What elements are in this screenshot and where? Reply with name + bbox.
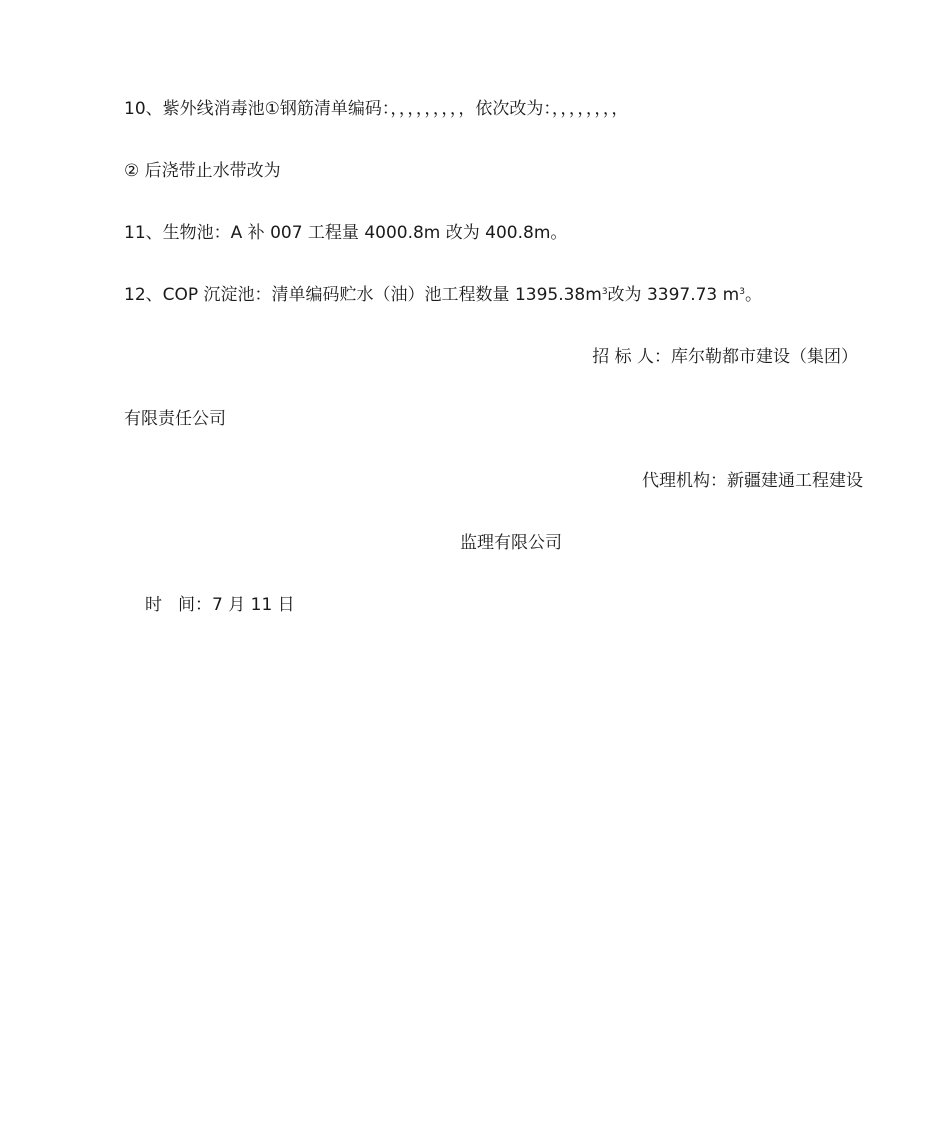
date-line <box>145 594 295 616</box>
agency-continuation: 监理有限公司 <box>460 533 562 553</box>
item-12-suffix: 。 <box>744 285 762 305</box>
tenderer-continuation: 有限责任公司 <box>124 409 226 429</box>
item-10-sub-text: ② 后浇带止水带改为 <box>124 161 281 181</box>
date-label-part-2: 间：7 月 11 日 <box>178 595 295 615</box>
item-12-exponent-1: 3 <box>601 287 608 297</box>
item-12-middle: 改为 3397.73 m <box>607 285 740 305</box>
agency-line: 代理机构：新疆建通工程建设 <box>642 471 863 491</box>
item-12-exponent-2: 3 <box>739 287 745 297</box>
item-10-text: 10、紫外线消毒池①钢筋清单编码：，，，，，，，，，依次改为：，，，，，，，， <box>124 99 629 119</box>
item-12-text <box>124 284 762 306</box>
item-11-text: 11、生物池：A 补 007 工程量 4000.8m 改为 400.8m。 <box>124 223 568 243</box>
item-12-prefix: 12、COP 沉淀池：清单编码贮水（油）池工程数量 1395.38m <box>124 285 602 305</box>
tenderer-line: 招 标 人：库尔勒都市建设（集团） <box>592 347 858 367</box>
date-label-part-1: 时 <box>145 595 162 615</box>
